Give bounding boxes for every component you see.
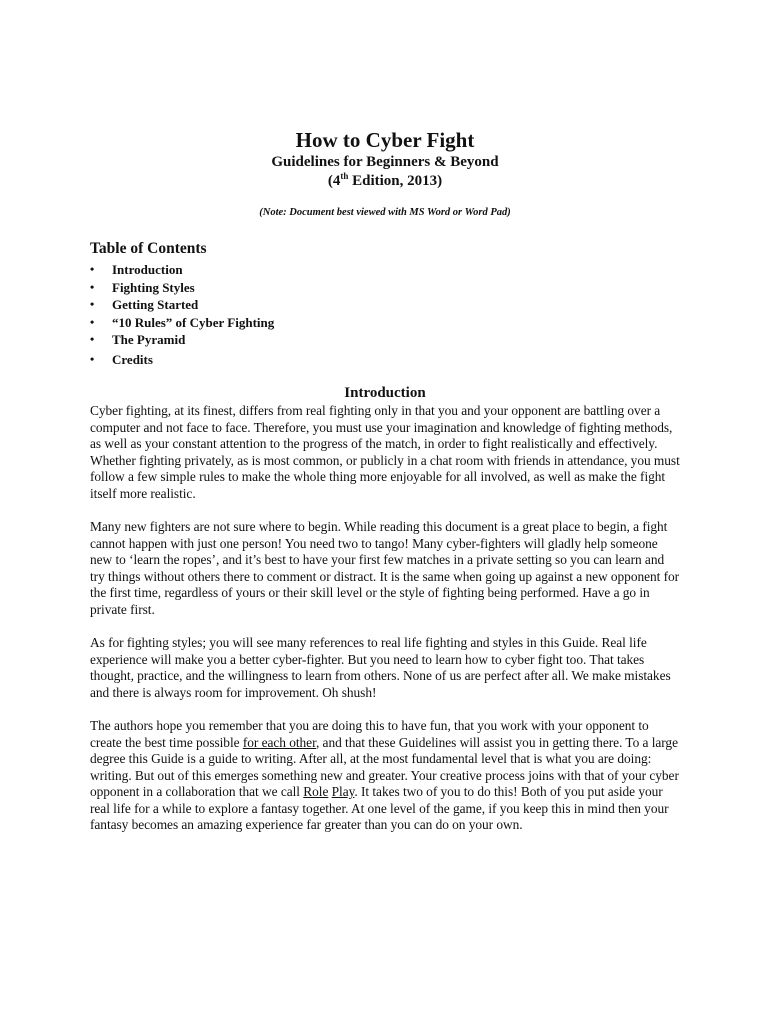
toc-item-label: Introduction bbox=[112, 262, 183, 277]
toc-item-the-pyramid bbox=[90, 331, 274, 349]
toc-item-label: Getting Started bbox=[112, 297, 199, 312]
toc-item-10-rules bbox=[90, 314, 274, 332]
viewing-note: (Note: Document best viewed with MS Word or Word Pad) bbox=[259, 207, 511, 218]
paragraph bbox=[90, 718, 680, 834]
paragraph: As for fighting styles; you will see many references to real life fighting and styles in this Guide. Real life experience will make you a better cyber-fighter. But you need to learn how to cyber fight too. That takes thought, practice, and the willingness to learn from others. None of us are perfect after all. We make mistakes and there is always room for improvement. Oh shush! bbox=[90, 635, 671, 700]
paragraph-text: , and that these Guidelines will assist you in getting there. To a large degree this Guide is a guide to writing. After all, at the most fundamental level that is what you are doing: writing. But out of this emerges something new and greater. Your creative process joins with that of your cyber opponent in a collaboration that we call bbox=[90, 734, 679, 799]
toc-item-introduction bbox=[90, 261, 274, 279]
edition-rest: Edition, 2013) bbox=[348, 173, 443, 189]
paragraph: Cyber fighting, at its finest, differs from real fighting only in that you and your opponent are battling over a computer and not face to face. Therefore, you must use your imagination and knowledge of fighting methods, as well as your constant attention to the progress of the match, in order to fight realistically and effectively. Whether fighting privately, as is most common, or publicly in a chat room with friends in attendance, you must follow a few simple rules to make the whole thing more enjoyable for all involved, as well as make the fight itself more realistic. bbox=[90, 403, 680, 501]
paragraph-text: . It takes two of you to do this! Both of you put aside your real life for a while to explore a fantasy together. At one level of the game, if you keep this in mind then your fantasy becomes an amazing experience far greater than you can do on your own. bbox=[90, 784, 669, 832]
toc-item-fighting-styles bbox=[90, 279, 274, 297]
bullet-icon: • bbox=[90, 351, 95, 366]
toc-item-label: “10 Rules” of Cyber Fighting bbox=[112, 314, 275, 330]
underlined-text: for each other bbox=[242, 734, 316, 750]
document-edition bbox=[90, 172, 680, 190]
paragraph-text: The authors hope you remember that you are doing this to have fun, that you work with your opponent to create the best time possible bbox=[90, 718, 649, 750]
bullet-icon: • bbox=[90, 279, 95, 294]
document-title: How to Cyber Fight bbox=[295, 128, 475, 152]
bullet-icon: • bbox=[90, 262, 95, 276]
introduction-body bbox=[90, 403, 680, 851]
bullet-icon: • bbox=[90, 314, 95, 329]
toc-item-getting-started bbox=[90, 296, 274, 314]
toc-item-credits bbox=[90, 351, 274, 369]
toc-item-label: The Pyramid bbox=[112, 332, 186, 347]
underlined-text: Role bbox=[303, 784, 329, 799]
document-subtitle: Guidelines for Beginners & Beyond bbox=[271, 154, 499, 170]
paragraph: Many new fighters are not sure where to begin. While reading this document is a great place to begin, a fight cannot happen with just one person! You need two to tango! Many cyber-fighters will gladly help someone new to ‘learn the ropes’, and it’s best to have your first few matches in a private setting so you can learn and try things without others there to comment or distract. It is the same when going up against a new opponent for the first time, regardless of yours or their skill level or the style of fighting being performed. Have a go in private first. bbox=[90, 519, 680, 617]
toc-heading: Table of Contents bbox=[90, 240, 207, 257]
edition-open: (4 bbox=[327, 173, 341, 189]
bullet-icon: • bbox=[90, 297, 95, 311]
toc-list bbox=[90, 261, 274, 368]
document-page bbox=[90, 0, 680, 1024]
edition-superscript: th bbox=[340, 171, 349, 181]
toc-item-label: Fighting Styles bbox=[112, 279, 195, 295]
underlined-text: Play bbox=[331, 784, 355, 799]
bullet-icon: • bbox=[90, 332, 95, 346]
toc-item-label: Credits bbox=[112, 351, 153, 367]
introduction-heading: Introduction bbox=[344, 385, 426, 401]
